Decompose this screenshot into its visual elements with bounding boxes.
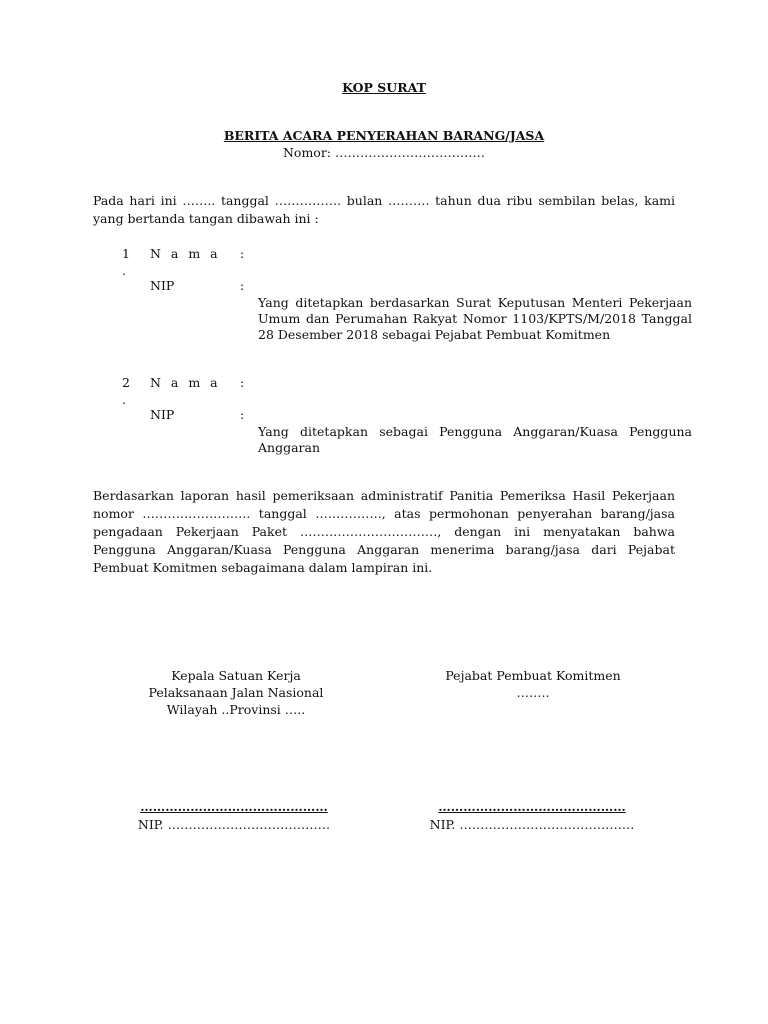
- document-number: Nomor: ………………………………: [282, 145, 485, 160]
- party-1-name-label: N a m a: [150, 246, 221, 261]
- party-2-name-label: N a m a: [150, 375, 221, 390]
- left-signatory-nip: NIP. …………………………………: [137, 817, 331, 832]
- left-signature-line: ………………………………………: [140, 799, 328, 814]
- party-1-number-dot: .: [122, 263, 126, 278]
- body-paragraph: Berdasarkan laporan hasil pemeriksaan administratif Panitia Pemeriksa Hasil Pekerjaan nomor …………………….. tanggal ……………., atas permohonan penyerahan barang/jasa pengadaan Pekerjaan Paket ……………………………, dengan ini menyatakan bahwa Pengguna Anggaran/Kuasa Pengguna Anggaran menerima barang/jasa dari Pejabat Pembuat Komitmen sebagaimana dalam lampiran ini.: [93, 488, 675, 575]
- party-2-nip-colon: :: [240, 407, 245, 422]
- left-signatory-line2: Pelaksanaan Jalan Nasional: [148, 685, 324, 700]
- right-signatory-line1: Pejabat Pembuat Komitmen: [445, 668, 621, 683]
- party-2-number: 2: [122, 375, 130, 390]
- party-1-nip-label: NIP: [150, 278, 175, 293]
- party-1-description: Yang ditetapkan berdasarkan Surat Keputusan Menteri Pekerjaan Umum dan Perumahan Rakyat Nomor 1103/KPTS/M/2018 Tanggal 28 Desember 2018 sebagai Pejabat Pembuat Komitmen: [258, 295, 692, 342]
- party-2-nip-label: NIP: [150, 407, 175, 422]
- right-signatory-nip: NIP. ……………………………………: [429, 817, 635, 832]
- party-1-name-colon: :: [240, 246, 245, 261]
- right-signatory-line2: ……..: [516, 685, 550, 700]
- party-2-description: Yang ditetapkan sebagai Pengguna Anggaran/Kuasa Pengguna Anggaran: [258, 424, 692, 455]
- intro-paragraph: Pada hari ini …….. tanggal ……………. bulan ………. tahun dua ribu sembilan belas, kami yang bertanda tangan dibawah ini :: [93, 193, 675, 226]
- left-signatory-line1: Kepala Satuan Kerja: [171, 668, 301, 683]
- right-signatory-block: [403, 667, 663, 701]
- document-title: BERITA ACARA PENYERAHAN BARANG/JASA: [223, 128, 545, 143]
- party-1-number: 1: [122, 246, 130, 261]
- left-signatory-block: [106, 667, 366, 718]
- right-signature-line: ………………………………………: [438, 799, 626, 814]
- party-2-number-dot: .: [122, 392, 126, 407]
- left-signatory-line3: Wilayah ..Provinsi …..: [166, 702, 306, 717]
- party-1-nip-colon: :: [240, 278, 245, 293]
- kop-surat-heading: KOP SURAT: [342, 80, 426, 95]
- party-2-name-colon: :: [240, 375, 245, 390]
